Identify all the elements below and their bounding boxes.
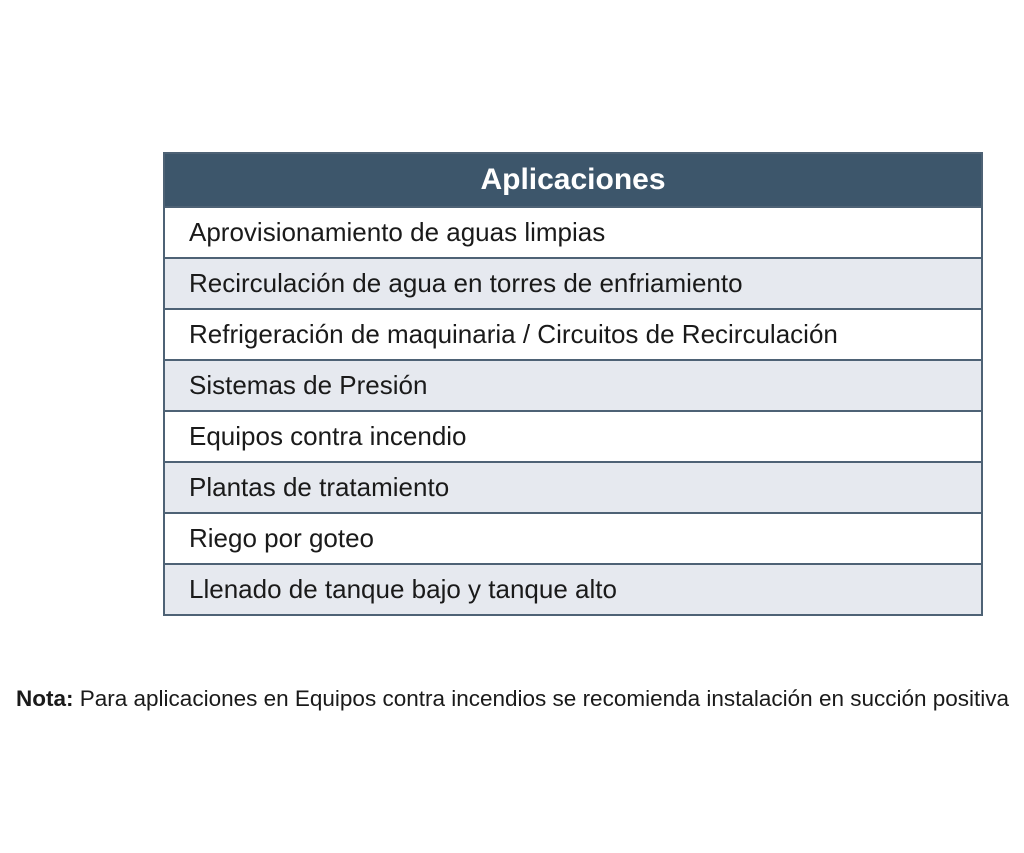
table-header: Aplicaciones xyxy=(164,153,982,207)
note-paragraph xyxy=(16,683,1020,714)
table-cell: Refrigeración de maquinaria / Circuitos de Recirculación xyxy=(164,309,982,360)
applications-table xyxy=(163,152,983,616)
table-cell: Recirculación de agua en torres de enfriamiento xyxy=(164,258,982,309)
note-text: Para aplicaciones en Equipos contra incendios se recomienda instalación en succión positiva xyxy=(73,685,1010,711)
table-header-row xyxy=(164,153,982,207)
table-cell: Aprovisionamiento de aguas limpias xyxy=(164,207,982,258)
table-cell: Plantas de tratamiento xyxy=(164,462,982,513)
table-row xyxy=(164,411,982,462)
table-row xyxy=(164,207,982,258)
table-cell: Sistemas de Presión xyxy=(164,360,982,411)
table-row xyxy=(164,360,982,411)
table-row xyxy=(164,258,982,309)
table-row xyxy=(164,513,982,564)
table-cell: Equipos contra incendio xyxy=(164,411,982,462)
table-row xyxy=(164,309,982,360)
table-row xyxy=(164,462,982,513)
note-label: Nota: xyxy=(16,685,74,711)
table-cell: Riego por goteo xyxy=(164,513,982,564)
table-cell: Llenado de tanque bajo y tanque alto xyxy=(164,564,982,615)
table-row xyxy=(164,564,982,615)
